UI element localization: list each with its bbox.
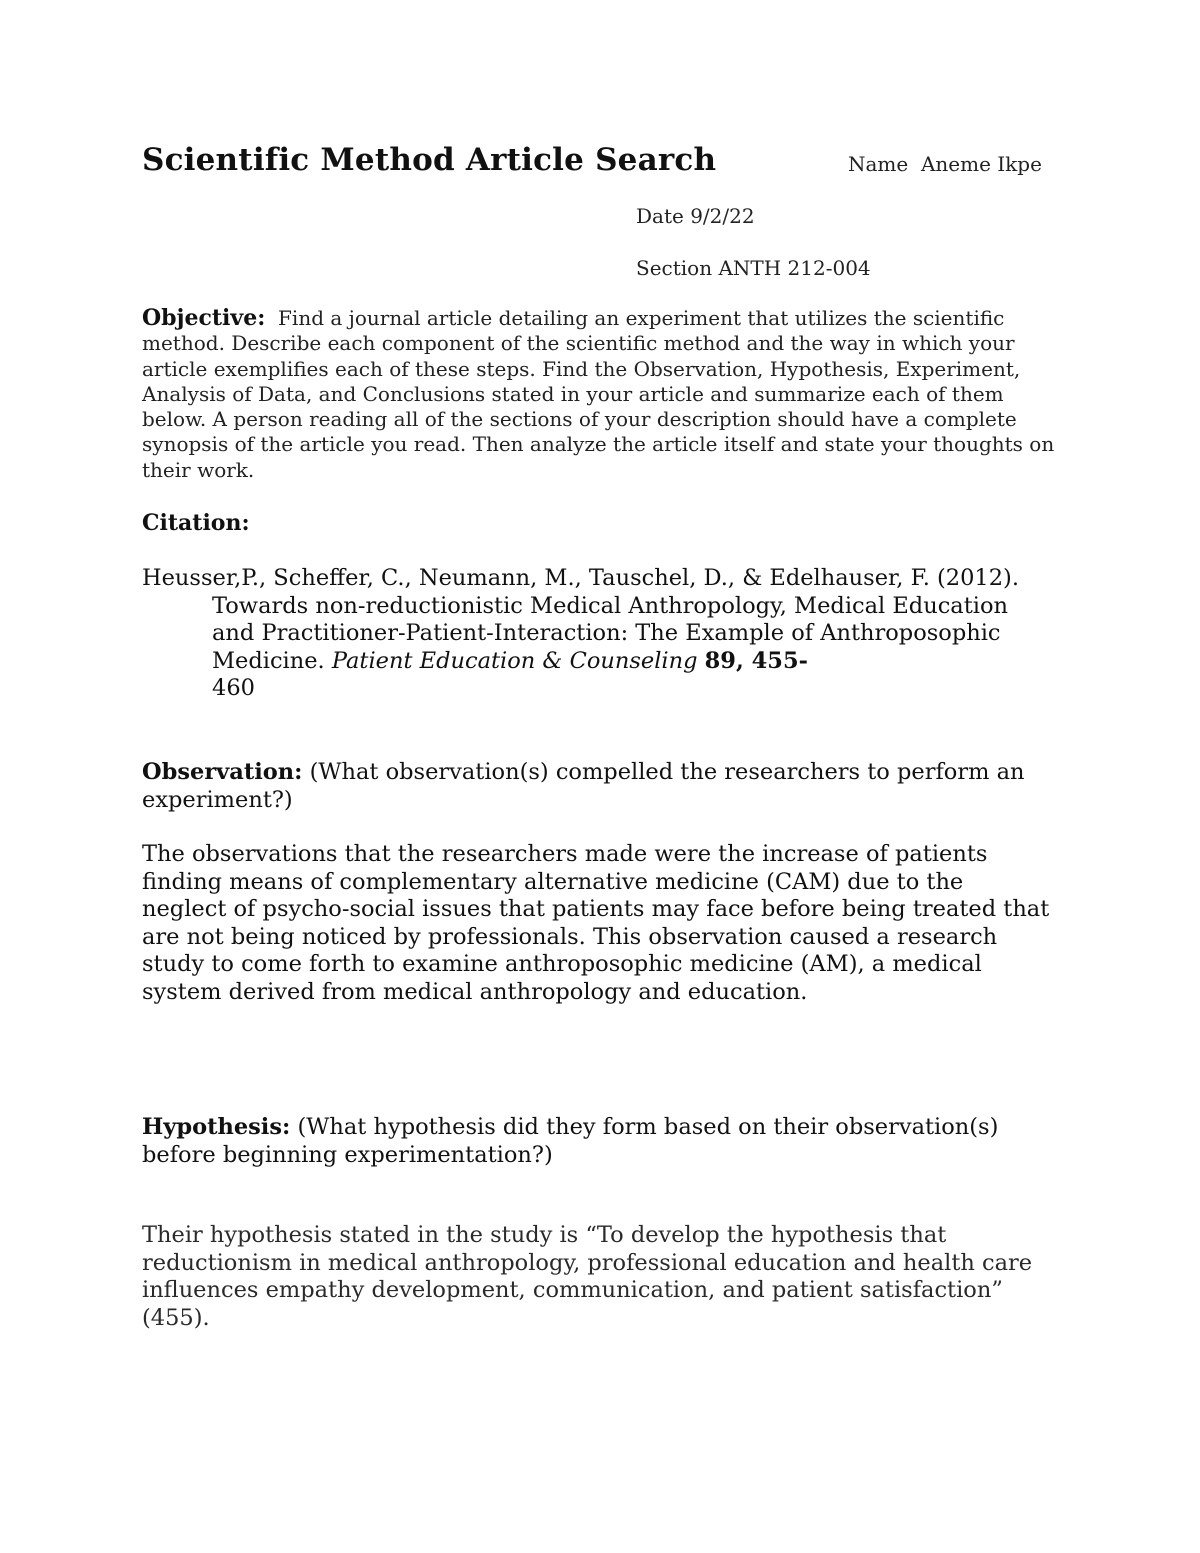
observation-answer: The observations that the researchers made were the increase of patients finding means of complementary alternative medicine (CAM) due to the neglect of psycho-social issues that patients may face before being treated that are not being noticed by professionals. This observation caused a research study to come forth to examine anthroposophic medicine (AM), a medical system derived from medical anthropology and education. bbox=[142, 841, 1050, 1005]
objective-text: Find a journal article detailing an experiment that utilizes the scientific method. Describe each component of the scientific method and the way in which your article exemplifies each of these steps. Find the Observation, Hypothesis, Experiment, Analysis of Data, and Conclusions stated in your article and summarize each of them below. A person reading all of the sections of your description should have a complete synopsis of the article you read. Then analyze the article itself and state your thoughts on their work. bbox=[142, 306, 1055, 482]
hypothesis-question bbox=[142, 1114, 1052, 1169]
date-field bbox=[636, 204, 755, 228]
date-label: Date bbox=[636, 204, 684, 228]
section-value: ANTH 212-004 bbox=[718, 256, 871, 280]
name-value: Aneme Ikpe bbox=[920, 152, 1042, 176]
citation-pages-end: 460 bbox=[212, 675, 255, 701]
hypothesis-label: Hypothesis: bbox=[142, 1114, 291, 1140]
date-value: 9/2/22 bbox=[690, 204, 755, 228]
section-field bbox=[636, 256, 871, 280]
hypothesis-question-text: (What hypothesis did they form based on their observation(s) before beginning experimentation?) bbox=[142, 1114, 999, 1168]
hypothesis-answer: Their hypothesis stated in the study is “To develop the hypothesis that reductionism in medical anthropology, professional education and health care influences empathy development, communication, and patient satisfaction” (455). bbox=[142, 1222, 1033, 1331]
objective-paragraph bbox=[142, 306, 1062, 483]
objective-label: Objective: bbox=[142, 305, 266, 331]
document-title: Scientific Method Article Search bbox=[142, 142, 717, 178]
name-label: Name bbox=[848, 152, 909, 176]
citation-entry bbox=[142, 565, 1042, 703]
observation-label: Observation: bbox=[142, 759, 303, 785]
observation-question bbox=[142, 759, 1052, 814]
name-field bbox=[848, 152, 1042, 176]
citation-volume-pages: 89, 455- bbox=[704, 647, 808, 674]
citation-journal: Patient Education & Counseling bbox=[331, 647, 698, 674]
citation-heading: Citation: bbox=[142, 510, 250, 536]
observation-question-text: (What observation(s) compelled the researchers to perform an experiment?) bbox=[142, 759, 1025, 813]
citation-authors-title: Heusser,P., Scheffer, C., Neumann, M., Tauschel, D., & Edelhauser, F. (2012). Towards non-reductionistic Medical Anthropology, Medical Education and Practitioner-Patient-Interaction: The Example of Anthroposophic Medicine. bbox=[142, 565, 1019, 674]
section-label: Section bbox=[636, 256, 713, 280]
